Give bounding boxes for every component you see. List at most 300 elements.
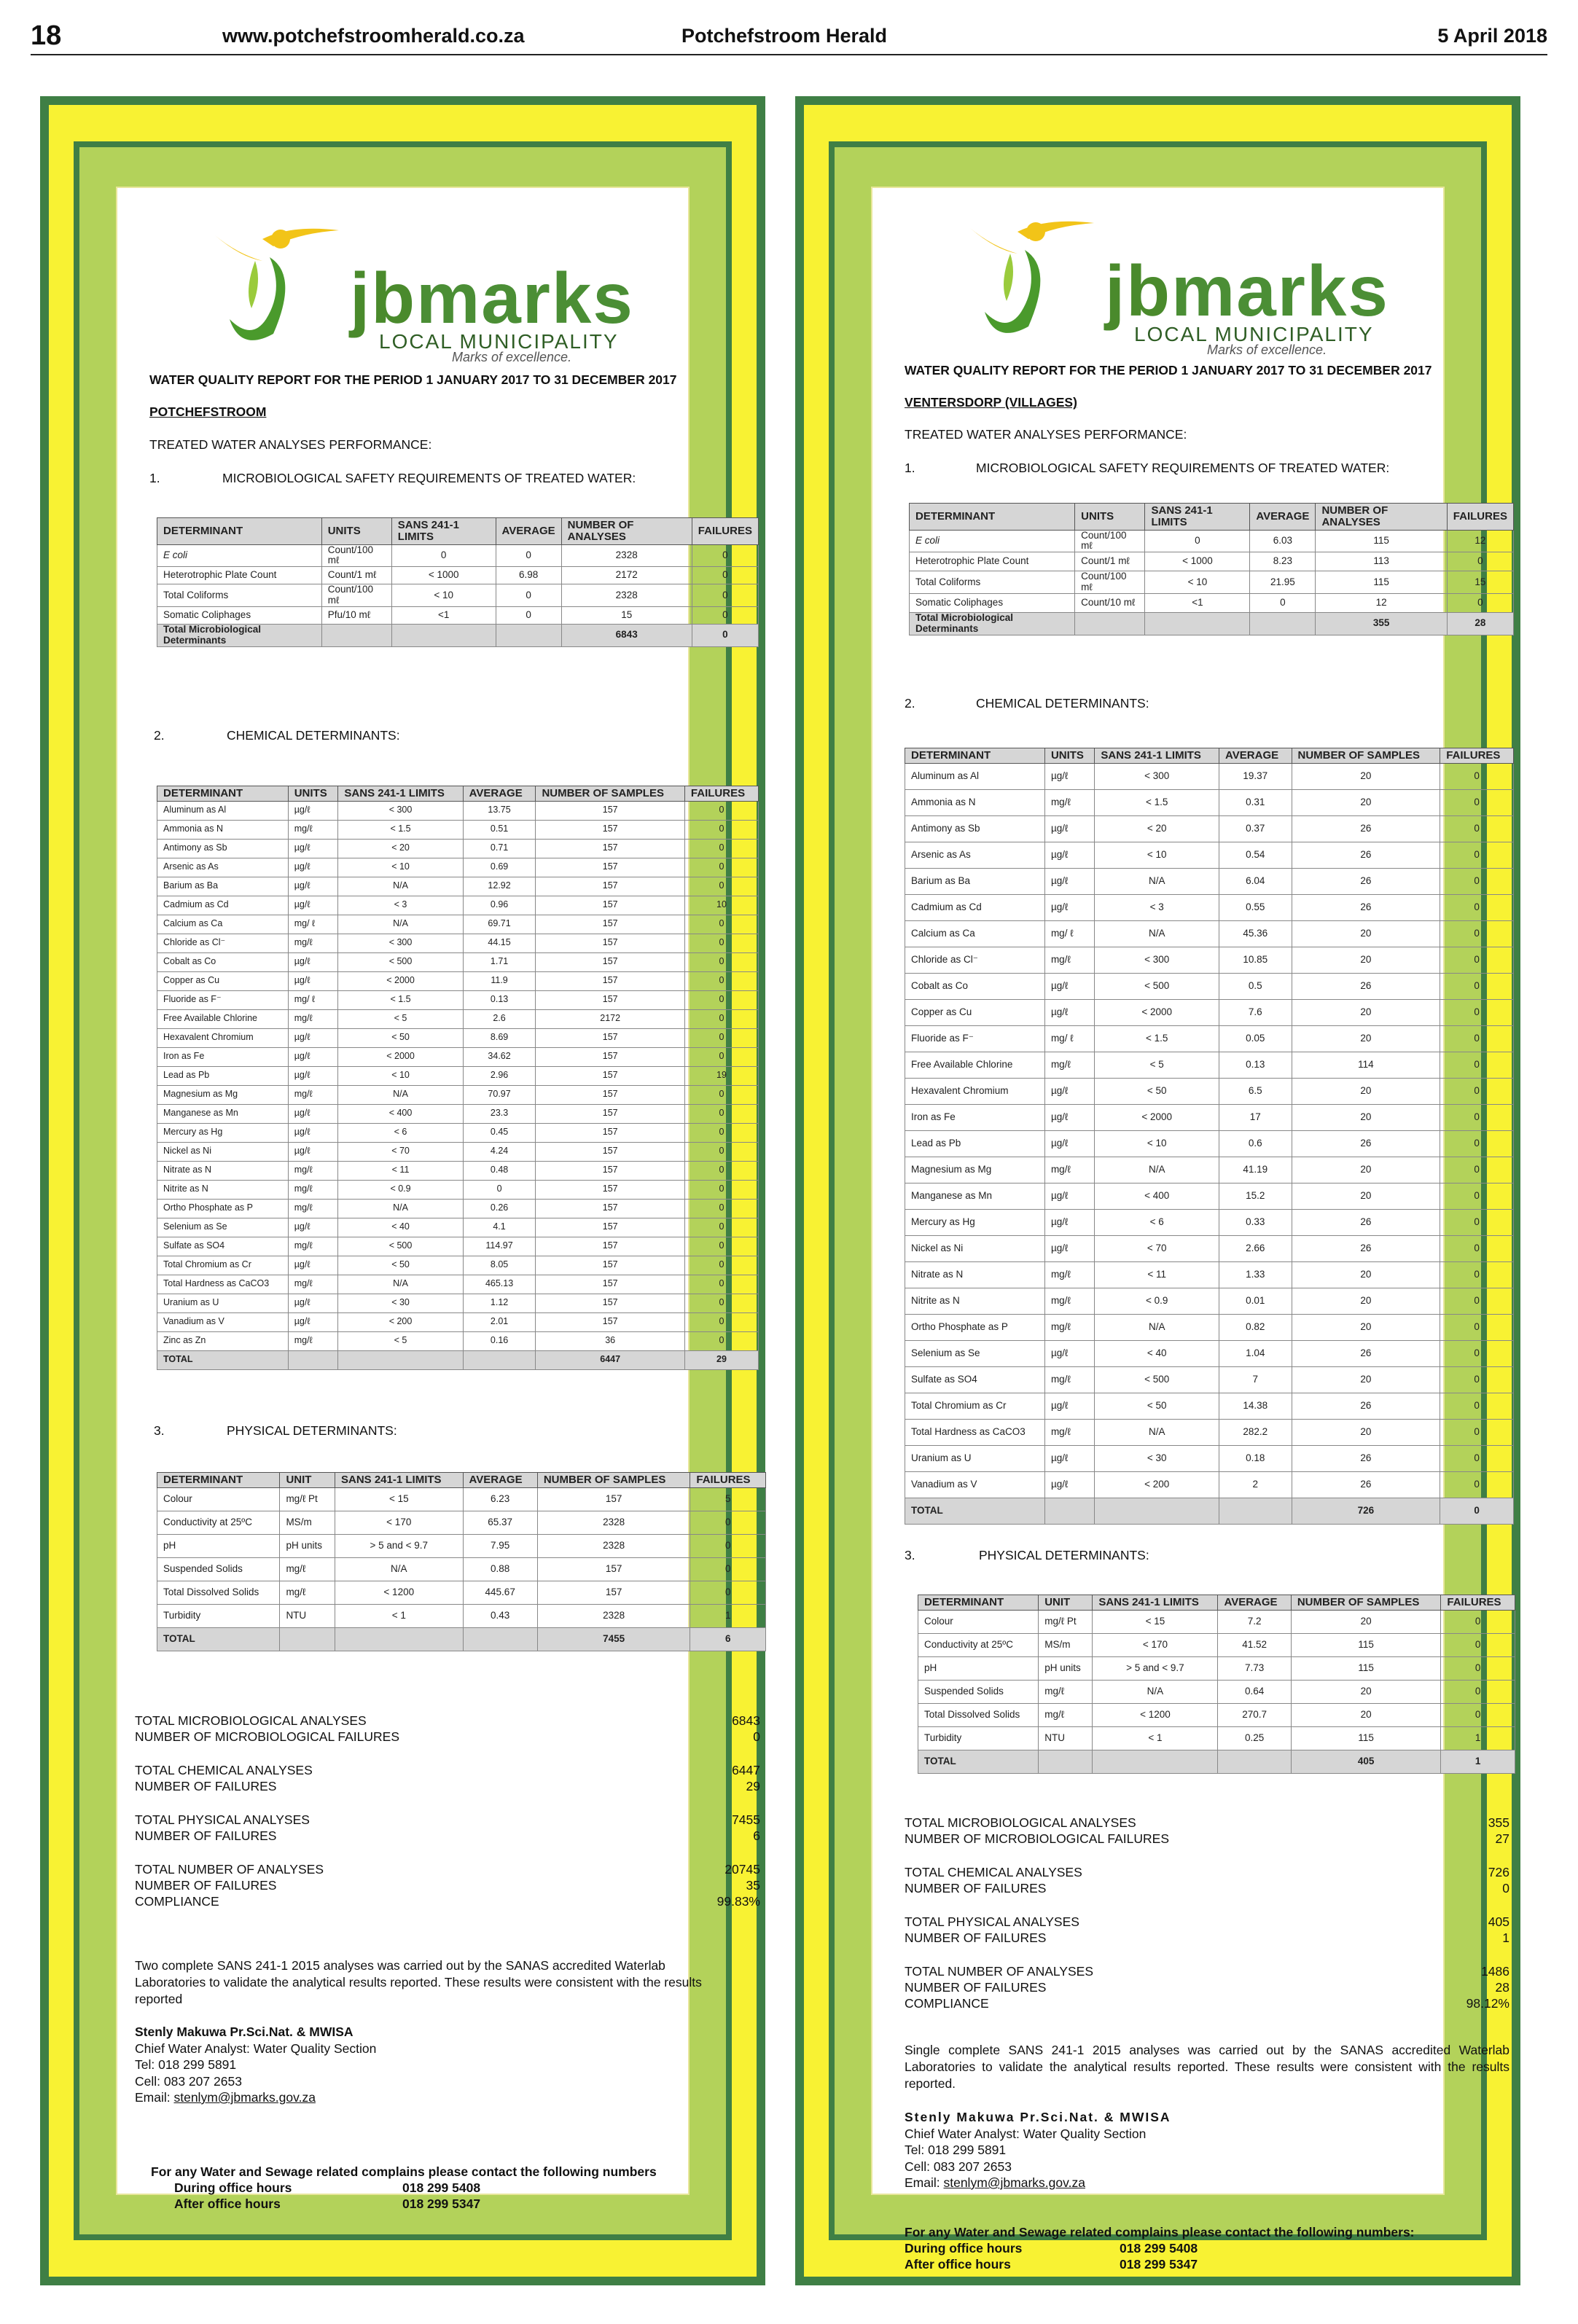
table-cell: Ortho Phosphate as P: [157, 1199, 289, 1218]
table-cell: 2328: [537, 1604, 690, 1627]
table-cell: < 10: [1145, 571, 1250, 594]
table-cell: < 50: [1095, 1078, 1219, 1104]
summary-label: NUMBER OF FAILURES: [905, 1930, 1047, 1945]
table-cell: 355: [1316, 612, 1447, 635]
jbmarks-logo: [211, 217, 663, 364]
table-cell: 20: [1292, 1314, 1440, 1340]
table-cell: 7455: [537, 1627, 690, 1651]
table-cell: 0: [1440, 894, 1514, 920]
table-cell: Nitrite as N: [157, 1180, 289, 1199]
table-cell: < 50: [338, 1256, 463, 1275]
table-cell: mg/ℓ Pt: [1039, 1610, 1093, 1633]
table-cell: 157: [536, 1142, 684, 1161]
table-row: [905, 1157, 1514, 1183]
summary-value: 355: [1488, 1815, 1509, 1830]
table-cell: 2.96: [463, 1066, 536, 1085]
table-cell: Aluminum as Al: [905, 763, 1045, 789]
table-cell: 0: [1440, 1314, 1514, 1340]
table-cell: 7.73: [1218, 1656, 1291, 1680]
table-cell: < 5: [338, 1009, 463, 1028]
table-cell: 20: [1291, 1610, 1441, 1633]
report-title: WATER QUALITY REPORT FOR THE PERIOD 1 JANUARY 2017 TO 31 DECEMBER 2017: [149, 372, 677, 387]
table-row: [157, 1123, 759, 1142]
table-row: [157, 1028, 759, 1047]
table-cell: Hexavalent Chromium: [905, 1078, 1045, 1104]
table-cell: 0.96: [463, 896, 536, 915]
table-cell: µg/ℓ: [1044, 894, 1094, 920]
table-cell: [1250, 612, 1316, 635]
table-cell: 0: [684, 1085, 758, 1104]
table-cell: < 0.9: [1095, 1288, 1219, 1314]
table-header-row: [910, 504, 1514, 531]
table-cell: MS/m: [1039, 1633, 1093, 1656]
table-cell: 15.2: [1219, 1183, 1292, 1209]
table-cell: µg/ℓ: [1044, 1445, 1094, 1471]
summary-row: [135, 1713, 760, 1729]
table-cell: 2.6: [463, 1009, 536, 1028]
column-header: DETERMINANT: [905, 748, 1045, 764]
table-cell: 0: [684, 1009, 758, 1028]
table-cell: Ammonia as N: [905, 789, 1045, 815]
table-cell: Cadmium as Cd: [157, 896, 289, 915]
table-cell: mg/ℓ: [288, 820, 338, 839]
table-cell: Chloride as Cl⁻: [905, 947, 1045, 973]
table-row: [918, 1680, 1515, 1703]
column-header: AVERAGE: [1250, 504, 1316, 531]
table-cell: 20: [1292, 1078, 1440, 1104]
column-header: AVERAGE: [496, 518, 561, 545]
table-cell: NTU: [1039, 1726, 1093, 1750]
summary-label: NUMBER OF FAILURES: [135, 1828, 277, 1843]
table-total-row: [157, 1627, 766, 1651]
table-row: [157, 1557, 766, 1581]
table-cell: Sulfate as SO4: [905, 1366, 1045, 1393]
table-row: [157, 877, 759, 896]
table-cell: < 10: [338, 858, 463, 877]
table-cell: µg/ℓ: [288, 877, 338, 896]
table-cell: mg/ℓ: [288, 934, 338, 952]
table-cell: 157: [536, 801, 684, 820]
table-cell: 405: [1291, 1750, 1441, 1773]
table-cell: 26: [1292, 1235, 1440, 1261]
table-cell: 20: [1292, 1419, 1440, 1445]
table-cell: 20: [1292, 1183, 1440, 1209]
table-cell: [338, 1350, 463, 1369]
totals-summary: [135, 1713, 760, 1909]
table-cell: 20: [1291, 1703, 1441, 1726]
table-cell: 0.37: [1219, 815, 1292, 842]
table-cell: Chloride as Cl⁻: [157, 934, 289, 952]
table-cell: 0: [463, 1180, 536, 1199]
table-cell: [1095, 1498, 1219, 1524]
table-cell: 0: [1441, 1656, 1515, 1680]
after-hours-number: 018 299 5347: [1120, 2257, 1198, 2272]
area-name: POTCHEFSTROOM: [149, 404, 267, 419]
table-cell: 0: [684, 877, 758, 896]
table-row: [157, 1066, 759, 1085]
table-cell: µg/ℓ: [288, 801, 338, 820]
column-header: NUMBER OF SAMPLES: [1292, 748, 1440, 764]
contact-email-row: Email: stenlym@jbmarks.gov.za: [135, 2090, 316, 2105]
table-row: [905, 1209, 1514, 1235]
table-cell: < 30: [338, 1294, 463, 1312]
summary-row: [905, 1930, 1509, 1946]
table-cell: [463, 1350, 536, 1369]
contact-role: Chief Water Analyst: Water Quality Section: [905, 2126, 1147, 2141]
table-cell: 0: [1440, 815, 1514, 842]
table-cell: 17: [1219, 1104, 1292, 1130]
table-cell: 26: [1292, 1209, 1440, 1235]
table-cell: 20: [1292, 1288, 1440, 1314]
table-cell: Iron as Fe: [157, 1047, 289, 1066]
table-cell: µg/ℓ: [288, 1218, 338, 1237]
table-cell: < 10: [391, 584, 496, 607]
table-cell: NTU: [280, 1604, 335, 1627]
website-link[interactable]: www.potchefstroomherald.co.za: [222, 25, 525, 47]
table-cell: Magnesium as Mg: [905, 1157, 1045, 1183]
table-cell: 113: [1316, 552, 1447, 571]
summary-row: [905, 1995, 1509, 2011]
table-cell: Count/100 mℓ: [1075, 571, 1145, 594]
table-cell: 0.45: [463, 1123, 536, 1142]
table-cell: mg/ℓ: [288, 1180, 338, 1199]
table-cell: 15: [1447, 571, 1513, 594]
table-header-row: [157, 786, 759, 802]
summary-label: NUMBER OF FAILURES: [905, 1980, 1047, 1995]
table-cell: µg/ℓ: [1044, 1235, 1094, 1261]
summary-row: [905, 1914, 1509, 1930]
summary-label: TOTAL MICROBIOLOGICAL ANALYSES: [905, 1815, 1136, 1830]
table-cell: µg/ℓ: [288, 1123, 338, 1142]
table-cell: 0: [1441, 1610, 1515, 1633]
table-cell: 157: [536, 896, 684, 915]
table-cell: 41.52: [1218, 1633, 1291, 1656]
section-number: 2.: [905, 696, 915, 711]
table-cell: 7.2: [1218, 1610, 1291, 1633]
table-cell: 1.04: [1219, 1340, 1292, 1366]
table-cell: 157: [536, 1275, 684, 1294]
summary-value: 35: [746, 1878, 760, 1893]
table-cell: 2.01: [463, 1312, 536, 1331]
table-cell: 0.88: [463, 1557, 537, 1581]
table-row: [905, 1288, 1514, 1314]
table-cell: µg/ℓ: [288, 971, 338, 990]
after-hours-number: 018 299 5347: [402, 2196, 481, 2211]
table-cell: 1.71: [463, 952, 536, 971]
brand-subtitle: LOCAL MUNICIPALITY: [379, 330, 619, 353]
table-cell: 114: [1292, 1052, 1440, 1078]
table-cell: Cobalt as Co: [157, 952, 289, 971]
table-cell: 26: [1292, 1393, 1440, 1419]
table-cell: 0: [1440, 1445, 1514, 1471]
table-cell: 28: [1447, 612, 1513, 635]
table-cell: 157: [537, 1487, 690, 1511]
table-cell: [463, 1627, 537, 1651]
table-cell: µg/ℓ: [288, 1256, 338, 1275]
table-cell: mg/ℓ: [288, 1275, 338, 1294]
column-header: DETERMINANT: [918, 1595, 1039, 1611]
contact-email-link[interactable]: stenlym@jbmarks.gov.za: [173, 2090, 316, 2105]
table-total-row: [918, 1750, 1515, 1773]
column-header: DETERMINANT: [910, 504, 1075, 531]
table-row: [157, 858, 759, 877]
table-cell: 157: [536, 1199, 684, 1218]
table-cell: Lead as Pb: [905, 1130, 1045, 1157]
table-cell: µg/ℓ: [288, 1028, 338, 1047]
summary-row: [135, 1812, 760, 1828]
table-cell: Heterotrophic Plate Count: [910, 552, 1075, 571]
table-cell: Total Hardness as CaCO3: [157, 1275, 289, 1294]
table-cell: 2328: [537, 1511, 690, 1534]
summary-label: NUMBER OF FAILURES: [905, 1881, 1047, 1895]
table-cell: 2328: [561, 584, 692, 607]
table-cell: µg/ℓ: [288, 1312, 338, 1331]
office-hours-number: 018 299 5408: [402, 2180, 481, 2195]
contact-block: [905, 2109, 1171, 2191]
table-row: [918, 1656, 1515, 1680]
table-cell: 6.5: [1219, 1078, 1292, 1104]
summary-row: [905, 1831, 1509, 1847]
table-cell: < 1.5: [1095, 789, 1219, 815]
table-cell: 26: [1292, 1340, 1440, 1366]
column-header: FAILURES: [692, 518, 758, 545]
table-cell: 0: [1440, 1130, 1514, 1157]
table-cell: [1218, 1750, 1291, 1773]
table-row: [157, 1237, 759, 1256]
table-row: [157, 1047, 759, 1066]
column-header: UNITS: [1044, 748, 1094, 764]
table-cell: 0.33: [1219, 1209, 1292, 1235]
table-row: [905, 789, 1514, 815]
table-total-row: [910, 612, 1514, 635]
table-row: [157, 1604, 766, 1627]
table-cell: 19: [684, 1066, 758, 1085]
table-row: [905, 1025, 1514, 1052]
table-cell: 157: [536, 971, 684, 990]
table-cell: < 30: [1095, 1445, 1219, 1471]
table-cell: 0: [692, 544, 758, 567]
table-cell: < 1200: [1093, 1703, 1218, 1726]
table-cell: 0: [1440, 868, 1514, 894]
table-cell: 0.18: [1219, 1445, 1292, 1471]
table-row: [157, 896, 759, 915]
table-cell: mg/ℓ: [1044, 1157, 1094, 1183]
table-cell: 0: [692, 624, 758, 646]
table-cell: µg/ℓ: [1044, 999, 1094, 1025]
table-cell: Colour: [157, 1487, 280, 1511]
table-cell: mg/ℓ Pt: [280, 1487, 335, 1511]
table-cell: < 5: [1095, 1052, 1219, 1078]
summary-row: [135, 1861, 760, 1877]
table-cell: 26: [1292, 973, 1440, 999]
table-cell: 0: [684, 990, 758, 1009]
table-row: [910, 571, 1514, 594]
table-cell: 0: [684, 1237, 758, 1256]
table-cell: 1: [1441, 1726, 1515, 1750]
table-cell: Count/100 mℓ: [321, 584, 391, 607]
table-row: [157, 1487, 766, 1511]
table-cell: < 20: [338, 839, 463, 858]
table-cell: 0: [690, 1581, 766, 1604]
section-title: MICROBIOLOGICAL SAFETY REQUIREMENTS OF TREATED WATER:: [976, 461, 1390, 475]
table-cell: 115: [1291, 1656, 1441, 1680]
table-row: [157, 584, 759, 607]
table-row: [905, 973, 1514, 999]
table-cell: µg/ℓ: [1044, 1104, 1094, 1130]
table-cell: 0: [684, 1180, 758, 1199]
table-cell: 1: [690, 1604, 766, 1627]
jbmarks-figure-icon: [211, 217, 350, 356]
column-header: SANS 241-1 LIMITS: [335, 1473, 464, 1488]
table-cell: 5: [690, 1487, 766, 1511]
table-total-row: [157, 624, 759, 646]
table-row: [157, 1085, 759, 1104]
contact-cell: Cell: 083 207 2653: [905, 2159, 1012, 2174]
table-cell: < 1: [1093, 1726, 1218, 1750]
table-cell: 26: [1292, 1445, 1440, 1471]
table-cell: 0: [684, 1275, 758, 1294]
table-row: [905, 1261, 1514, 1288]
table-cell: 0: [1250, 593, 1316, 612]
left-advert-panel: [40, 96, 765, 2285]
table-cell: 0: [1440, 947, 1514, 973]
physical-table: [157, 1472, 766, 1651]
table-cell: Manganese as Mn: [905, 1183, 1045, 1209]
table-cell: 0: [1440, 1235, 1514, 1261]
table-row: [157, 1331, 759, 1350]
table-cell: 157: [536, 1028, 684, 1047]
table-cell: Somatic Coliphages: [157, 606, 322, 624]
table-cell: < 300: [1095, 763, 1219, 789]
table-cell: 26: [1292, 815, 1440, 842]
table-cell: < 2000: [1095, 999, 1219, 1025]
table-cell: Total Chromium as Cr: [157, 1256, 289, 1275]
brand-tagline: Marks of excellence.: [1207, 343, 1327, 357]
table-cell: Turbidity: [157, 1604, 280, 1627]
table-cell: 0: [1440, 973, 1514, 999]
table-cell: 465.13: [463, 1275, 536, 1294]
table-row: [157, 544, 759, 567]
table-header-row: [157, 518, 759, 545]
table-cell: < 0.9: [338, 1180, 463, 1199]
table-cell: < 1.5: [338, 820, 463, 839]
table-cell: 26: [1292, 868, 1440, 894]
table-row: [905, 763, 1514, 789]
table-cell: µg/ℓ: [1044, 1130, 1094, 1157]
table-row: [905, 1445, 1514, 1471]
summary-value: 27: [1495, 1831, 1509, 1846]
physical-table: [918, 1595, 1515, 1774]
table-cell: 0.71: [463, 839, 536, 858]
table-cell: mg/ ℓ: [288, 915, 338, 934]
contact-email-link[interactable]: stenlym@jbmarks.gov.za: [943, 2175, 1085, 2190]
table-cell: 0: [692, 584, 758, 607]
table-cell: [496, 624, 561, 646]
table-cell: 6.04: [1219, 868, 1292, 894]
table-cell: 0: [1440, 763, 1514, 789]
summary-value: 1486: [1481, 1964, 1509, 1979]
table-cell: < 40: [338, 1218, 463, 1237]
table-cell: Count/1 mℓ: [321, 567, 391, 584]
chemical-table: [905, 748, 1514, 1525]
contact-email-row: Email: stenlym@jbmarks.gov.za: [905, 2175, 1085, 2190]
column-header: FAILURES: [690, 1473, 766, 1488]
table-cell: 10.85: [1219, 947, 1292, 973]
summary-row: [135, 1893, 760, 1909]
table-row: [157, 1256, 759, 1275]
table-cell: Lead as Pb: [157, 1066, 289, 1085]
table-cell: 157: [536, 1312, 684, 1331]
table-cell: TOTAL: [157, 1627, 280, 1651]
table-row: [157, 801, 759, 820]
table-cell: < 200: [1095, 1471, 1219, 1498]
table-cell: < 1: [335, 1604, 464, 1627]
summary-value: 99.83%: [716, 1894, 760, 1909]
table-cell: 445.67: [463, 1581, 537, 1604]
table-cell: 157: [536, 858, 684, 877]
table-cell: 0: [692, 606, 758, 624]
table-cell: < 2000: [1095, 1104, 1219, 1130]
table-cell: 11.9: [463, 971, 536, 990]
summary-label: NUMBER OF FAILURES: [135, 1878, 277, 1893]
table-cell: mg/ℓ: [288, 1161, 338, 1180]
spacer: [135, 1745, 760, 1762]
table-cell: 0.64: [1218, 1680, 1291, 1703]
table-cell: 4.1: [463, 1218, 536, 1237]
table-cell: 0: [1440, 1288, 1514, 1314]
footer-contacts: [151, 2164, 657, 2212]
table-cell: 0: [1440, 842, 1514, 868]
table-cell: Total Dissolved Solids: [157, 1581, 280, 1604]
table-cell: pH: [918, 1656, 1039, 1680]
table-cell: MS/m: [280, 1511, 335, 1534]
jbmarks-logo: [966, 210, 1418, 357]
table-cell: 6.23: [463, 1487, 537, 1511]
table-cell: Mercury as Hg: [905, 1209, 1045, 1235]
table-cell: µg/ℓ: [1044, 868, 1094, 894]
table-cell: > 5 and < 9.7: [335, 1534, 464, 1557]
table-cell: Aluminum as Al: [157, 801, 289, 820]
table-cell: 157: [536, 1256, 684, 1275]
table-cell: < 400: [338, 1104, 463, 1123]
table-cell: < 50: [338, 1028, 463, 1047]
table-cell: Uranium as U: [905, 1445, 1045, 1471]
lime-border: [74, 141, 760, 2240]
table-cell: µg/ℓ: [1044, 842, 1094, 868]
table-cell: < 300: [338, 934, 463, 952]
table-cell: Selenium as Se: [905, 1340, 1045, 1366]
table-cell: TOTAL: [157, 1350, 289, 1369]
table-cell: 0: [496, 606, 561, 624]
table-cell: Vanadium as V: [157, 1312, 289, 1331]
table-row: [918, 1610, 1515, 1633]
table-cell: µg/ℓ: [1044, 1209, 1094, 1235]
table-cell: [1039, 1750, 1093, 1773]
table-total-row: [157, 1350, 759, 1369]
spacer: [905, 1896, 1509, 1914]
table-row: [905, 894, 1514, 920]
table-cell: < 11: [1095, 1261, 1219, 1288]
table-cell: Cobalt as Co: [905, 973, 1045, 999]
table-cell: 0.6: [1219, 1130, 1292, 1157]
table-cell: 2328: [537, 1534, 690, 1557]
table-cell: Copper as Cu: [157, 971, 289, 990]
table-cell: 0: [1440, 1498, 1514, 1524]
column-header: NUMBER OF SAMPLES: [1291, 1595, 1441, 1611]
table-cell: 0: [684, 1161, 758, 1180]
table-cell: < 11: [338, 1161, 463, 1180]
table-cell: Vanadium as V: [905, 1471, 1045, 1498]
